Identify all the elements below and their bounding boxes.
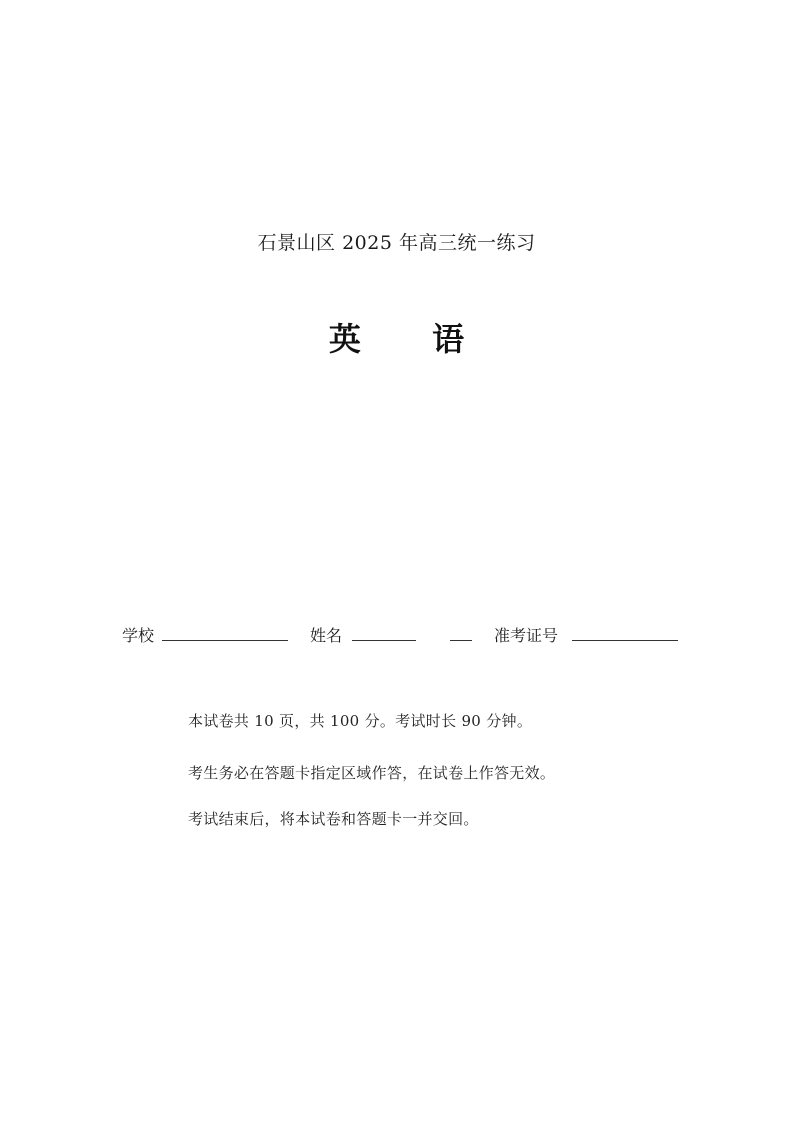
exam-id-field <box>494 623 678 646</box>
school-field <box>122 623 288 646</box>
name-blank[interactable] <box>352 626 416 641</box>
exam-title: 石景山区 2025 年高三统一练习 <box>257 232 536 254</box>
exam-id-blank[interactable] <box>572 626 678 641</box>
name-field <box>310 623 472 646</box>
exam-id-label: 准考证号 <box>494 626 559 645</box>
school-label: 学校 <box>122 626 155 645</box>
name-blank-extra[interactable] <box>450 626 472 641</box>
instruction-line: 本试卷共 10 页，共 100 分。考试时长 90 分钟。 <box>188 712 533 730</box>
subject-title: 英 语 <box>328 320 495 358</box>
school-blank[interactable] <box>162 626 288 641</box>
name-label: 姓名 <box>310 626 343 645</box>
instruction-line: 考试结束后，将本试卷和答题卡一并交回。 <box>188 810 479 828</box>
instruction-line: 考生务必在答题卡指定区域作答，在试卷上作答无效。 <box>188 764 556 782</box>
